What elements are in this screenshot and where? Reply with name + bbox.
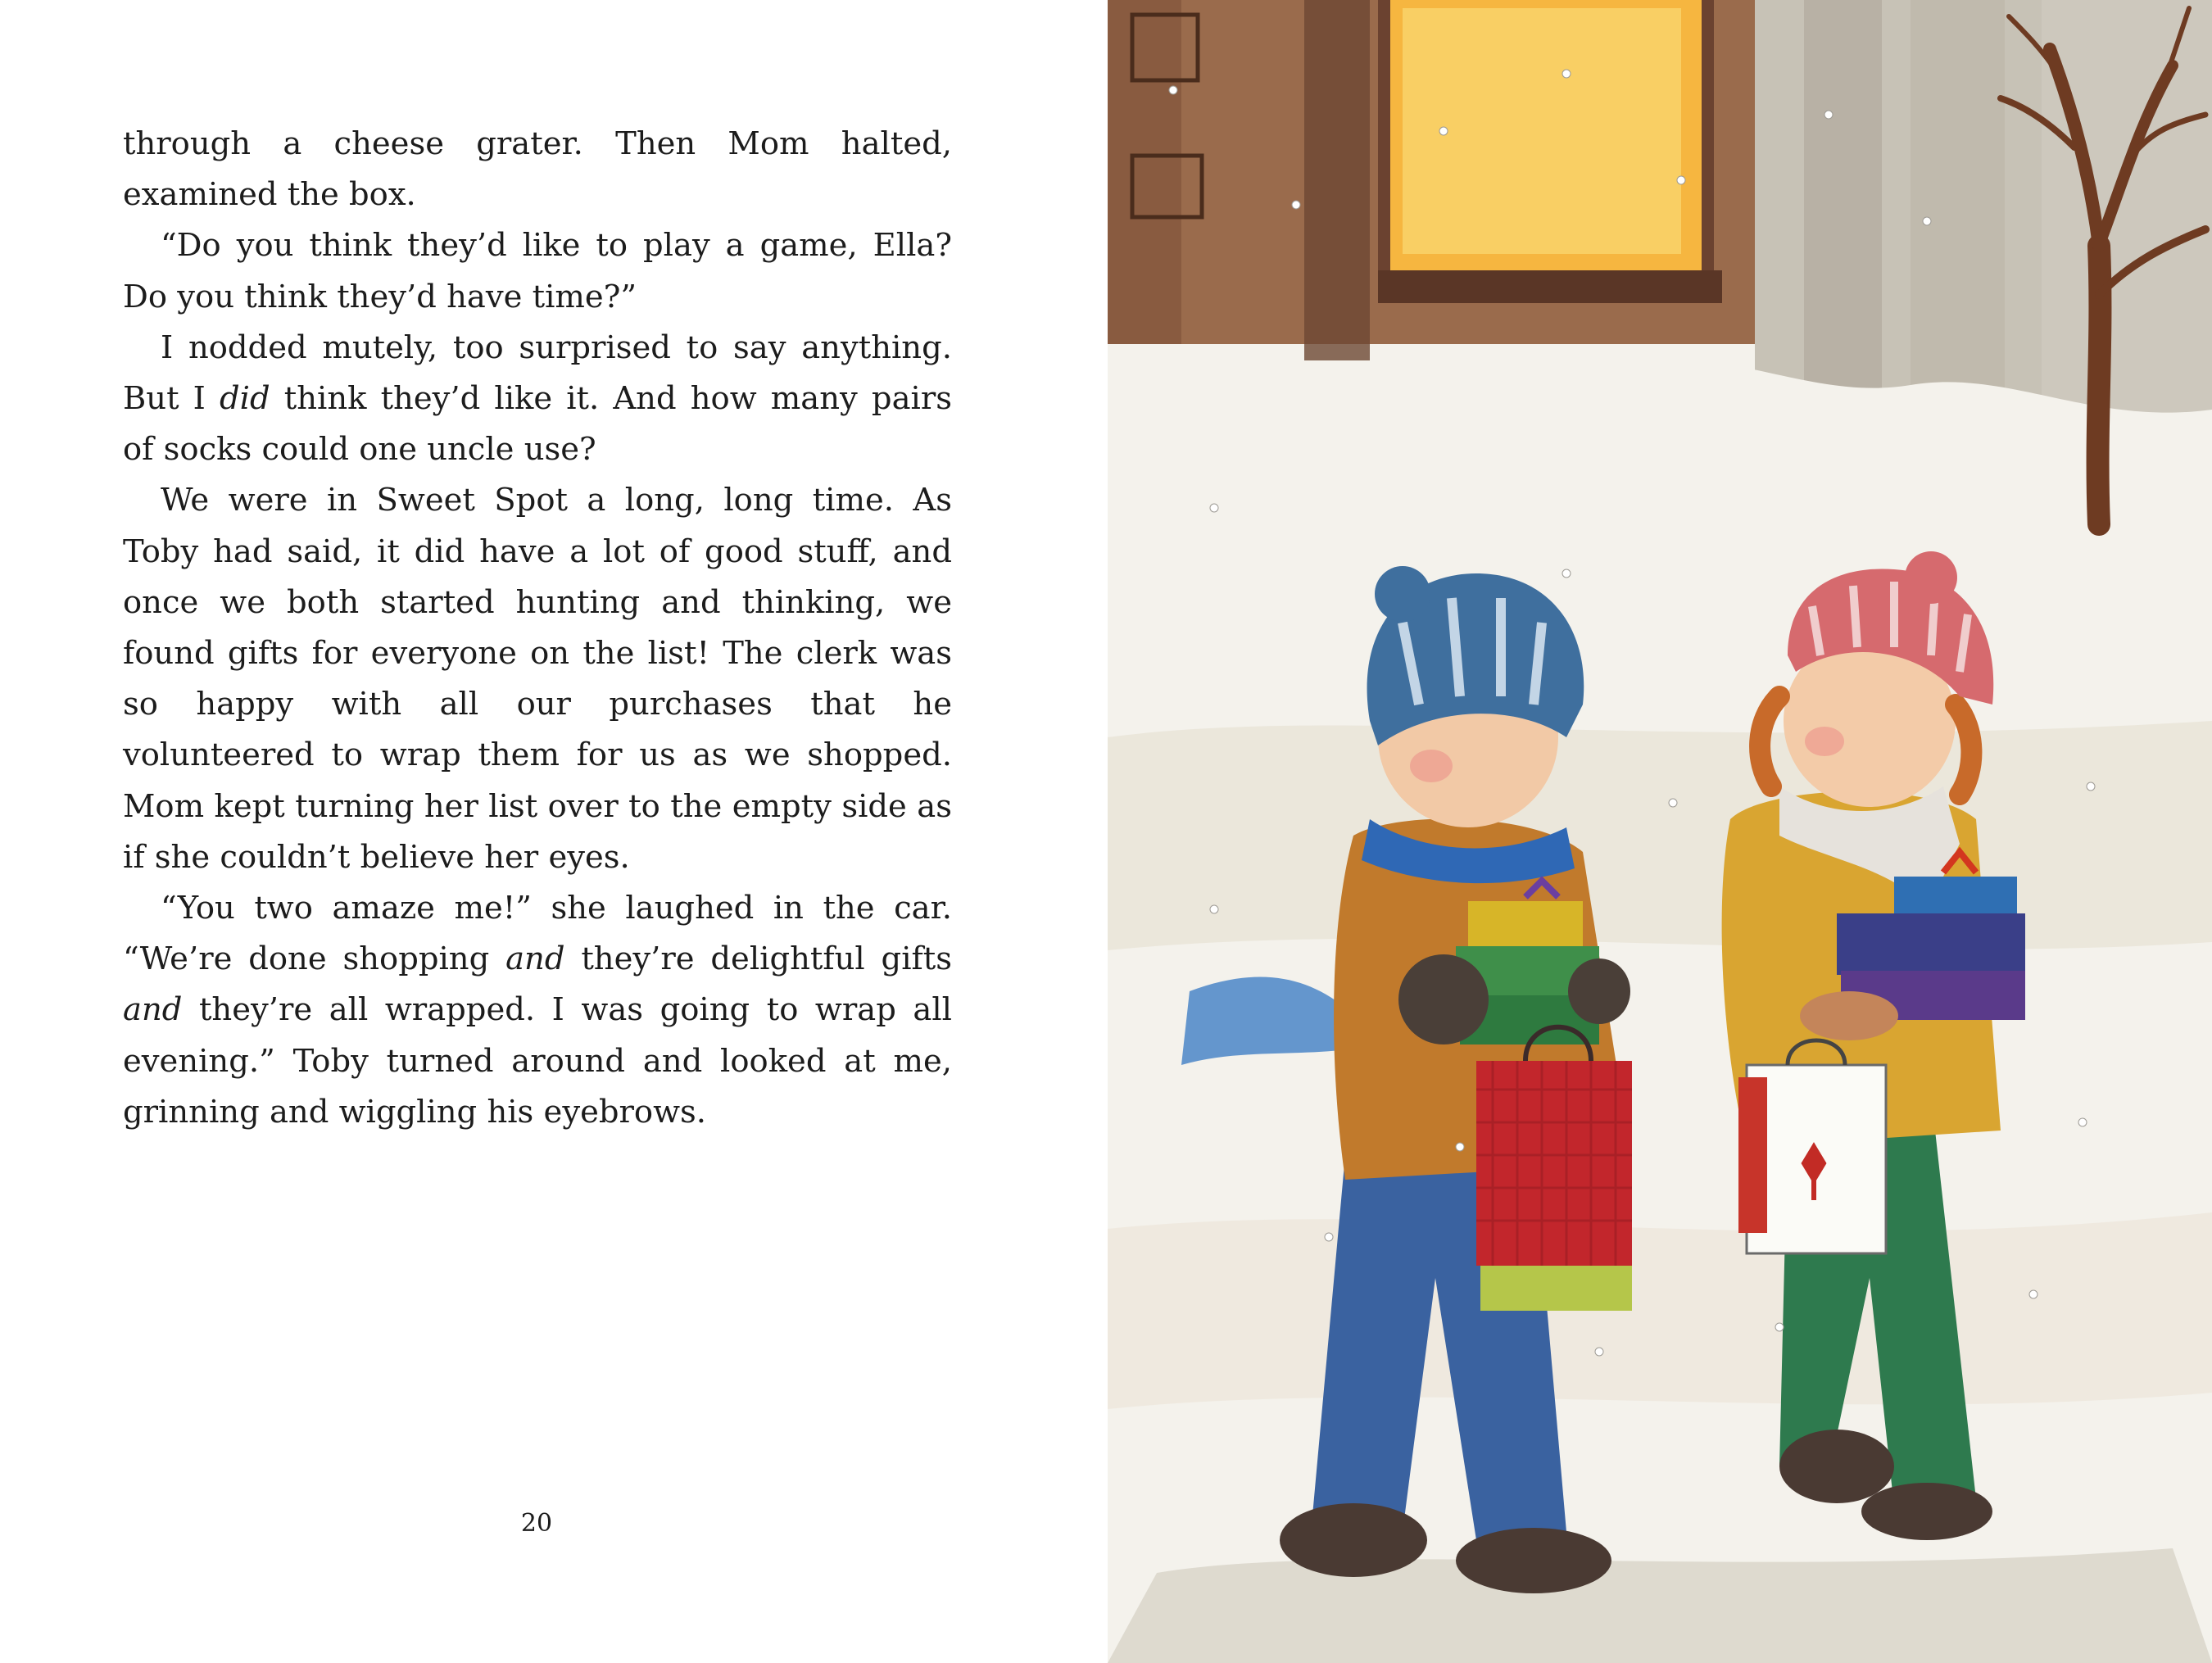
boy-gift-yellow xyxy=(1468,901,1583,950)
boy-left-mitten xyxy=(1398,954,1489,1044)
girl-gift-navy xyxy=(1837,913,2025,975)
red-bag-edge xyxy=(1738,1077,1767,1233)
paragraph-3 xyxy=(123,323,952,476)
text-run: “You two amaze me!” she laughed in the car. “We’re done shopping xyxy=(123,890,952,978)
winter-shopping-illustration xyxy=(1108,0,2212,1663)
paragraph-5 xyxy=(123,883,952,1138)
wall-panel-1 xyxy=(1804,0,1882,426)
girl-hand xyxy=(1800,991,1898,1040)
boy-hat-pompom xyxy=(1375,566,1430,622)
door-frame xyxy=(1304,0,1370,360)
page-number: 20 xyxy=(520,1509,553,1538)
girl-hat-pompom xyxy=(1905,551,1957,604)
boy-cheek xyxy=(1410,750,1453,782)
wall-panel-3 xyxy=(2042,0,2212,459)
green-shopping-bag xyxy=(1480,1266,1632,1311)
boy-shopping-bag xyxy=(1476,1027,1632,1311)
italic-run: and xyxy=(505,940,565,978)
paragraph-2 xyxy=(123,220,952,322)
text-run: they’re delightful gifts xyxy=(564,940,952,978)
girl-shopping-bag xyxy=(1738,1040,1886,1253)
window-sill xyxy=(1378,270,1722,303)
text-run: they’re all wrapped. I was going to wrap all evening.” Toby turned around and looked at me, grinning and wiggling his eyebrows. xyxy=(123,991,952,1131)
illustration-page xyxy=(1108,0,2212,1663)
girl-right-boot xyxy=(1861,1483,1992,1540)
italic-run: and xyxy=(123,991,183,1029)
girl-cheek xyxy=(1805,727,1844,756)
snow-shadow xyxy=(1108,721,2212,950)
paragraph-4 xyxy=(123,475,952,883)
text-run: We were in Sweet Spot a long, long time. As Toby had said, it did have a lot of good stuff, and once we both started hunting and thinking, we found gifts for everyone on the list! The clerk was so happy with all our purchases that he volunteered to wrap them for us as we shopped. Mom kept turning her list over to the empty side as if she couldn’t believe her eyes. xyxy=(123,482,952,876)
boy-right-boot xyxy=(1456,1528,1611,1593)
red-shopping-bag xyxy=(1476,1061,1632,1266)
text-run: through a cheese grater. Then Mom halted, examined the box. xyxy=(123,125,952,214)
text-run: think they’d like it. And how many pairs of socks could one uncle use? xyxy=(123,380,952,469)
ground-shadow xyxy=(1108,1548,2212,1663)
italic-run: did xyxy=(220,380,270,418)
brick-column xyxy=(1108,0,1181,344)
story-text xyxy=(123,119,952,1138)
snow-shadow-lower xyxy=(1108,1212,2212,1409)
text-run: “Do you think they’d like to play a game, Ella? Do you think they’d have time?” xyxy=(123,227,952,315)
boy-right-mitten xyxy=(1568,958,1630,1024)
text-run: I nodded mutely, too surprised to say anything. But I xyxy=(123,329,952,418)
paragraph-1 xyxy=(123,119,952,220)
girl-left-boot xyxy=(1779,1430,1894,1503)
boy-left-boot xyxy=(1280,1503,1427,1577)
